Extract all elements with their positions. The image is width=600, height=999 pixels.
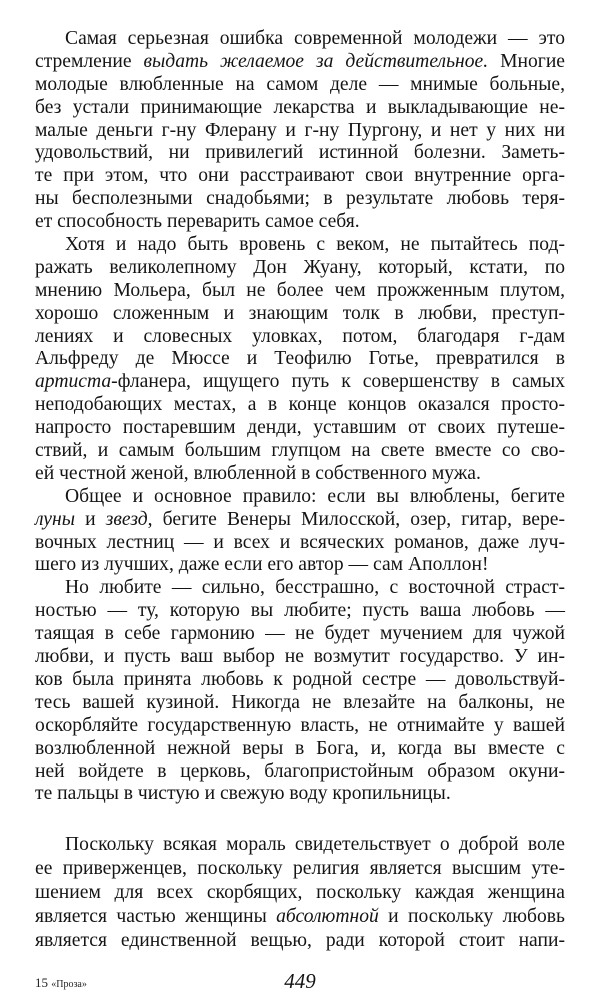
text-line (35, 120, 565, 143)
text-line (35, 28, 565, 51)
text-segment: без устали принимающие лекарства и выкладывающие не- (35, 96, 565, 118)
text-line (35, 600, 565, 623)
text-segment: те пальцы в чистую и свежую воду кропильницы. (35, 783, 451, 805)
text-line (35, 371, 565, 394)
text-line (35, 97, 565, 120)
paragraph (35, 577, 565, 806)
text-line (35, 738, 565, 761)
text-line (35, 348, 565, 371)
text-segment: стремление (35, 50, 144, 72)
text-line (35, 857, 565, 881)
text-segment: возлюбленной нежной веры в Бога, и, когда вы вместе с (35, 737, 565, 759)
text-line (35, 881, 565, 905)
paragraph (35, 833, 565, 953)
text-segment: Самая серьезная ошибка современной молодежи — это (65, 28, 565, 49)
text-line (35, 761, 565, 784)
text-segment: ее приверженцев, поскольку религия является высшим уте- (35, 858, 565, 880)
text-line (35, 234, 565, 257)
text-segment: Но любите — сильно, бесстрашно, с восточной страст- (65, 577, 565, 599)
text-line (35, 554, 565, 577)
paragraph (35, 28, 565, 234)
text-line (35, 929, 565, 953)
paragraph (35, 486, 565, 578)
text-line (35, 486, 565, 509)
text-line (35, 303, 565, 326)
text-line (35, 394, 565, 417)
signature-title: «Проза» (51, 979, 87, 990)
italic-text: абсолютной (276, 906, 379, 928)
text-segment: шением для всех скорбящих, поскольку каждая женщина (35, 882, 565, 904)
text-line (35, 509, 565, 532)
text-segment: Поскольку всякая мораль свидетельствует о доброй воле (65, 834, 565, 856)
text-segment: оскорбляйте государственную власть, не отнимайте у вашей (35, 714, 565, 736)
text-segment: Многие (488, 50, 566, 72)
text-line (35, 165, 565, 188)
text-segment: ностью — ту, которую вы любите; пусть ваша любовь — (35, 600, 565, 622)
text-segment: -фланера, ищущего путь к совершенству в самых (111, 371, 565, 393)
text-segment: любви, и пусть ваш выбор не возмутит государство. У ин- (35, 646, 565, 668)
text-line (35, 257, 565, 280)
text-segment: ражать великолепному Дон Жуану, который, кстати, по (35, 256, 565, 278)
text-segment: Альфреду де Мюссе и Теофилю Готье, превратился в (35, 348, 565, 370)
text-line (35, 715, 565, 738)
text-segment: мнению Мольера, был не более чем прожженным плутом, (35, 279, 565, 301)
text-line (35, 211, 565, 234)
text-segment: ней войдете в церковь, благопристойным образом окуни- (35, 760, 565, 782)
text-segment: является единственной вещью, ради которой стоит напи- (35, 930, 565, 952)
book-page-text (35, 28, 565, 953)
italic-text: артиста (35, 371, 112, 393)
text-segment: и поскольку любовь (378, 906, 565, 928)
text-line (35, 692, 565, 715)
text-line (35, 417, 565, 440)
text-segment: неподобающих местах, а в конце концов оказался просто- (35, 394, 565, 416)
italic-text: звезд (105, 508, 148, 530)
text-line (35, 905, 565, 929)
text-segment: хорошо сложенным и знающим толк в любви, преступ- (35, 302, 565, 324)
text-segment: удовольствий, ни привилегий истинной болезни. Заметь- (35, 142, 565, 164)
text-line (35, 463, 565, 486)
text-line (35, 532, 565, 555)
italic-text: выдать желаемое за действительное. (143, 50, 489, 72)
text-line (35, 783, 565, 806)
text-line (35, 280, 565, 303)
text-segment: ствий, и самым большим глупцом на свете вместе со сво- (35, 440, 565, 462)
text-segment: Общее и основное правило: если вы влюблены, бегите (65, 485, 565, 507)
text-line (35, 188, 565, 211)
text-segment: те при этом, что они расстраивают свои внутренние орга- (35, 165, 565, 187)
text-line (35, 142, 565, 165)
text-segment: ков была принята любовь к родной сестре — довольствуй- (35, 668, 565, 690)
text-line (35, 440, 565, 463)
page-number: 449 (284, 969, 316, 993)
text-line (35, 74, 565, 97)
text-segment: таящая в себе гармонию — не будет мучением для чужой (35, 623, 565, 645)
text-segment: ны бесполезными снадобьями; в результате любовь теря- (35, 188, 565, 210)
text-line (35, 51, 565, 74)
text-segment: тесь вашей кузиной. Никогда не влезайте на балконы, не (35, 691, 565, 713)
text-segment: Хотя и надо быть вровень с веком, не пытайтесь под- (65, 234, 565, 256)
text-segment: напросто постаревшим денди, уставшим от своих путеше- (35, 417, 565, 439)
text-line (35, 669, 565, 692)
text-line (35, 646, 565, 669)
text-segment: вочных лестниц — и всех и всяческих романов, даже луч- (35, 531, 565, 553)
text-line (35, 833, 565, 857)
paragraph (35, 234, 565, 486)
text-line (35, 326, 565, 349)
text-segment: шего из лучших, даже если его автор — сам Аполлон! (35, 554, 489, 576)
text-segment: молодые влюбленные на самом деле — мнимые больные, (35, 73, 565, 95)
text-segment: , бегите Венеры Милосской, озер, гитар, вере- (147, 508, 565, 530)
text-segment: малые деньги г-ну Флерану и г-ну Пургону, и нет у них ни (35, 119, 565, 141)
text-segment: и (74, 508, 106, 530)
text-segment: ей честной женой, влюбленной в собственного мужа. (35, 462, 481, 484)
text-line (35, 577, 565, 600)
text-line (35, 623, 565, 646)
signature-number: 15 (35, 975, 48, 990)
text-segment: ет способность переварить самое себя. (35, 211, 360, 233)
text-segment: является частью женщины (35, 906, 277, 928)
text-segment: лениях и словесных уловках, потом, благодаря г-дам (35, 325, 565, 347)
italic-text: луны (35, 508, 75, 530)
